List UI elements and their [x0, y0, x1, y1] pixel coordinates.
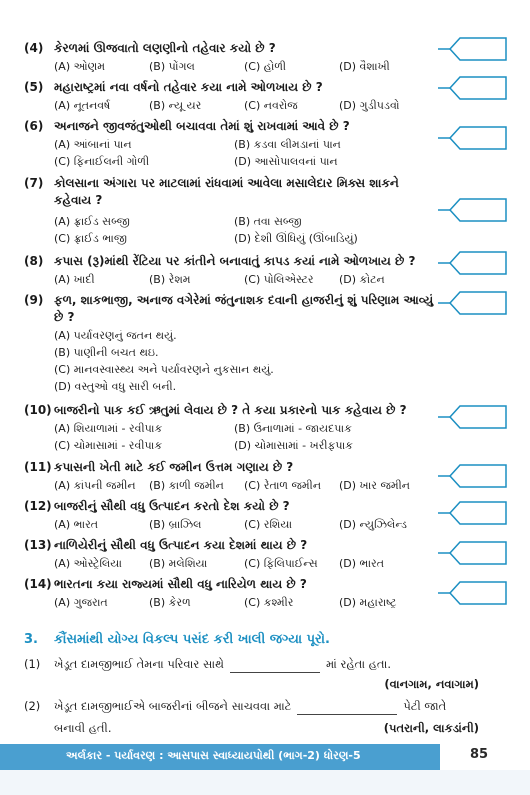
item-text-after: માં રહેતા હતા.	[325, 657, 392, 671]
option-c[interactable]: (C) કશ્મીર	[244, 596, 294, 609]
question-6	[24, 118, 434, 170]
option-b[interactable]: (B) તવા સબ્જી	[234, 215, 302, 228]
question-text: કપાસની ખેતી માટે કઈ જમીન ઉત્તમ ગણાય છે ?	[54, 460, 294, 474]
option-d[interactable]: (D) ગુડીપડવો	[339, 99, 400, 112]
option-c[interactable]: (C) માનવસ્વાસ્થ્ય અને પર્યાવરણને નુકસાન થયું.	[54, 363, 274, 376]
option-c[interactable]: (C) પોલિએસ્ટર	[244, 273, 314, 286]
option-a[interactable]: (A) ખાદી	[54, 273, 95, 286]
fill-item-1	[24, 656, 479, 693]
item-text-line2: બનાવી હતી.	[54, 721, 112, 735]
option-d[interactable]: (D) દેશી ઊંધિયું (ઊંબાડિયું)	[234, 232, 358, 245]
option-a[interactable]: (A) નૂતનવર્ષ	[54, 99, 111, 112]
option-d[interactable]: (D) ન્યુઝિલેન્ડ	[339, 518, 407, 531]
question-text: બાજરીનો પાક કઈ ઋતુમાં લેવાય છે ? તે કયા પ્રકારનો પાક કહેવાય છે ?	[54, 403, 407, 417]
option-b[interactable]: (B) કાળી જમીન	[149, 479, 224, 492]
item-number: (2)	[24, 699, 41, 713]
option-c[interactable]: (C) ચોમાસામાં - રવીપાક	[54, 439, 163, 452]
question-number: (8)	[24, 254, 44, 268]
question-text: બાજરીનું સૌથી વધુ ઉત્પાદન કરતો દેશ કયો છે ?	[54, 499, 290, 513]
option-c[interactable]: (C) હોળી	[244, 60, 287, 73]
question-number: (11)	[24, 460, 52, 474]
question-number: (6)	[24, 119, 44, 133]
item-number: (1)	[24, 657, 41, 671]
option-c[interactable]: (C) ફ્રાઈડ ભાજી	[54, 232, 127, 245]
question-14	[24, 576, 434, 611]
option-b[interactable]: (B) કડવા લીમડાનાં પાન	[234, 138, 341, 151]
option-a[interactable]: (A) શિયાળામાં - રવીપાક	[54, 422, 163, 435]
question-text: ભારતના કયા રાજ્યમાં સૌથી વધુ નારિયેળ થાય છે ?	[54, 577, 307, 591]
option-c[interactable]: (C) નવરોજ	[244, 99, 298, 112]
question-number: (13)	[24, 538, 52, 552]
blank-field[interactable]	[297, 698, 397, 715]
footer-text: અર્લકાર - પર્યાવરણ : આસપાસ સ્વાધ્યાયપોથી (ભાગ-2) ધોરણ-5	[66, 749, 361, 762]
option-a[interactable]: (A) કાંપની જમીન	[54, 479, 136, 492]
question-number: (5)	[24, 80, 44, 94]
question-text: ફળ, શાકભાજી, અનાજ વગેરેમાં જંતુનાશક દવાની હાજરીનું શું પરિણામ આવ્યું છે ?	[54, 293, 434, 324]
option-d[interactable]: (D) વૈશાખી	[339, 60, 390, 73]
option-b[interactable]: (B) કેરળ	[149, 596, 191, 609]
option-b[interactable]: (B) રેશમ	[149, 273, 191, 286]
answer-box[interactable]	[436, 36, 508, 62]
option-d[interactable]: (D) આસોપાલવનાં પાન	[234, 155, 338, 168]
option-a[interactable]: (A) ભારત	[54, 518, 99, 531]
question-number: (4)	[24, 41, 44, 55]
option-b[interactable]: (B) પોંગલ	[149, 60, 195, 73]
question-number: (7)	[24, 176, 44, 190]
option-d[interactable]: (D) ખાર જમીન	[339, 479, 410, 492]
option-a[interactable]: (A) આંબાનાં પાન	[54, 138, 132, 151]
question-10	[24, 402, 434, 454]
option-c[interactable]: (C) ફિલિપાઈન્સ	[244, 557, 318, 570]
item-choices: (વાનગામ, નવાગામ)	[384, 677, 479, 691]
option-a[interactable]: (A) ઓણમ	[54, 60, 105, 73]
question-text: કપાસ (રૂ)માંથી રેંટિયા પર કાંતીને બનાવાતું કાપડ કયાં નામે ઓળખાય છે ?	[54, 254, 416, 268]
question-number: (10)	[24, 403, 52, 417]
section-heading	[24, 632, 330, 647]
question-4	[24, 40, 434, 75]
question-11	[24, 459, 434, 494]
question-text: મહારાષ્ટ્રમાં નવા વર્ષનો તહેવાર કયા નામે ઓળખાય છે ?	[54, 80, 323, 94]
item-choices: (પતરાની, લાકડાંની)	[383, 721, 479, 735]
question-text: નાળિયેરીનું સૌથી વધુ ઉત્પાદન કયા દેશમાં થાય છે ?	[54, 538, 308, 552]
option-d[interactable]: (D) વસ્તુઓ વધુ સારી બની.	[54, 380, 177, 393]
option-c[interactable]: (C) રશિયા	[244, 518, 293, 531]
answer-box[interactable]	[436, 540, 508, 566]
question-text: અનાજને જીવજંતુઓથી બચાવવા તેમાં શું રાખવામાં આવે છે ?	[54, 119, 350, 133]
bottom-strip	[0, 770, 530, 795]
answer-box[interactable]	[436, 463, 508, 489]
question-text: કેરળમાં ઊજવાતો લણણીનો તહેવાર કયો છે ?	[54, 41, 276, 55]
fill-item-2	[24, 698, 479, 737]
option-b[interactable]: (B) ન્યૂ યર	[149, 99, 202, 112]
answer-box[interactable]	[436, 580, 508, 606]
question-5	[24, 79, 434, 114]
question-number: (12)	[24, 499, 52, 513]
option-c[interactable]: (C) ફિનાઈલની ગોળી	[54, 155, 150, 168]
blank-field[interactable]	[230, 656, 320, 673]
question-13	[24, 537, 434, 572]
option-b[interactable]: (B) બ્રાઝિલ	[149, 518, 202, 531]
section-title: કૌંસમાંથી યોગ્ય વિકલ્પ પસંદ કરી ખાલી જગ્યા પૂરો.	[54, 632, 330, 647]
answer-box[interactable]	[436, 404, 508, 430]
option-d[interactable]: (D) મહારાષ્ટ્ર	[339, 596, 397, 609]
question-8	[24, 253, 434, 288]
option-c[interactable]: (C) રેતાળ જમીન	[244, 479, 322, 492]
footer	[0, 744, 530, 770]
option-b[interactable]: (B) ઉનાળામાં - જાયદપાક	[234, 422, 352, 435]
question-12	[24, 498, 434, 533]
option-b[interactable]: (B) મલેશિયા	[149, 557, 208, 570]
question-number: (14)	[24, 577, 52, 591]
option-a[interactable]: (A) ઓસ્ટ્રેલિયા	[54, 557, 122, 570]
page-number: 85	[470, 747, 489, 762]
item-text-before: ખેડૂત દામજીભાઈ તેમના પરિવાર સાથે	[54, 657, 224, 671]
option-a[interactable]: (A) પર્યાવરણનું જતન થયું.	[54, 329, 177, 342]
option-d[interactable]: (D) કોટન	[339, 273, 385, 286]
answer-box[interactable]	[436, 125, 508, 151]
option-d[interactable]: (D) ભારત	[339, 557, 385, 570]
section-number: 3.	[24, 632, 38, 647]
option-a[interactable]: (A) ફ્રાઈડ સબ્જી	[54, 215, 130, 228]
answer-box[interactable]	[436, 290, 508, 316]
question-text: કોલસાના અંગારા પર માટલામાં રાંધવામાં આવેલા મસાલેદાર મિક્સ શાકને કહેવાય ?	[54, 176, 399, 207]
question-7	[24, 175, 434, 247]
answer-box[interactable]	[436, 197, 508, 223]
answer-box[interactable]	[436, 250, 508, 276]
item-text-before: ખેડૂત દામજીભાઈએ બાજરીનાં બીજને સાચવવા માટે	[54, 699, 292, 713]
answer-box[interactable]	[436, 75, 508, 101]
answer-box[interactable]	[436, 500, 508, 526]
option-b[interactable]: (B) પાણીની બચત થઇ.	[54, 346, 159, 359]
question-9	[24, 292, 434, 395]
option-a[interactable]: (A) ગુજરાત	[54, 596, 108, 609]
option-d[interactable]: (D) ચોમાસામાં - ખરીફપાક	[234, 439, 353, 452]
item-text-after: પેટી જાતે	[403, 699, 447, 713]
question-number: (9)	[24, 293, 44, 307]
